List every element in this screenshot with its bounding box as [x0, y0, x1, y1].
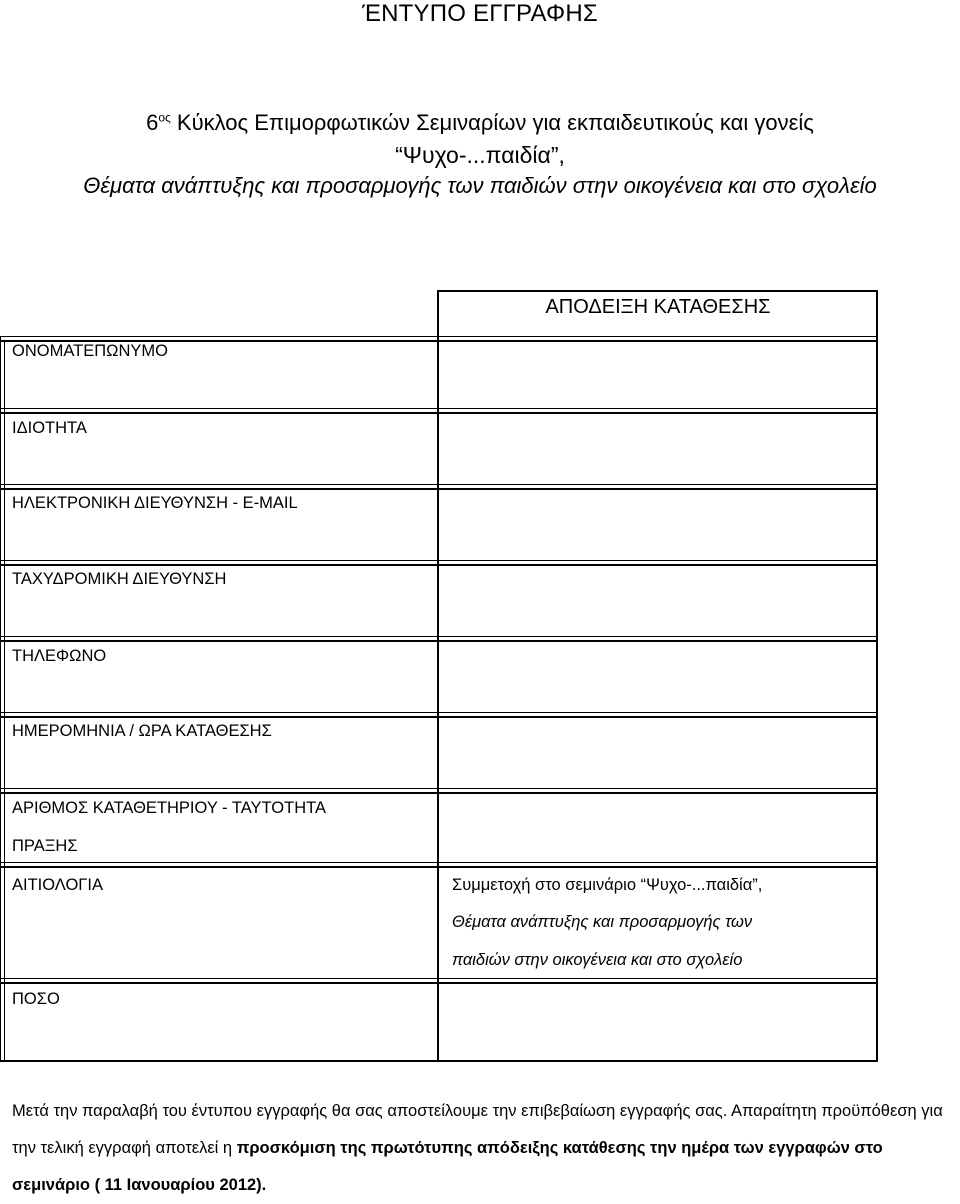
- row-sep-8: [0, 978, 878, 979]
- field-label-receipt-id-2: ΠΡΑΞΗΣ: [12, 837, 78, 855]
- field-label-name: ΟΝΟΜΑΤΕΠΩΝΥΜΟ: [12, 342, 168, 360]
- form-title: ΈΝΤΥΠΟ ΕΓΓΡΑΦΗΣ: [362, 0, 598, 27]
- row-sep-7-b: [0, 866, 878, 868]
- row-sep-1-left-b: [0, 412, 437, 414]
- row-sep-4-b: [0, 640, 878, 642]
- reason-value-line1: Συμμετοχή στο σεμινάριο “Ψυχο-...παιδία”,: [452, 876, 763, 894]
- row-sep-5-b: [0, 716, 878, 718]
- table-left-border: [0, 336, 1, 1062]
- field-label-postal: ΤΑΧΥΔΡΟΜΙΚΗ ΔΙΕΥΘΥΝΣΗ: [12, 570, 227, 588]
- row-sep-6: [0, 788, 878, 789]
- cycle-suffix: ος: [158, 110, 171, 125]
- reason-value-line3: παιδιών στην οικογένεια και στο σχολείο: [452, 951, 743, 969]
- field-label-email: ΗΛΕΚΤΡΟΝΙΚΗ ΔΙΕΥΘΥΝΣΗ - E-MAIL: [12, 494, 298, 512]
- cycle-number: 6: [146, 110, 159, 135]
- amount-value-cell[interactable]: [440, 985, 875, 1059]
- datetime-value-cell[interactable]: [440, 719, 875, 787]
- cycle-line: [0, 110, 960, 136]
- row-sep-1-left: [0, 408, 437, 409]
- phone-value-cell[interactable]: [440, 643, 875, 711]
- field-label-datetime: ΗΜΕΡΟΜΗΝΙΑ / ΩΡΑ ΚΑΤΑΘΕΣΗΣ: [12, 722, 272, 740]
- receipt-id-value-cell[interactable]: [440, 795, 875, 861]
- row-sep-4: [0, 636, 878, 637]
- table-top-border: [437, 290, 878, 292]
- table-bottom-border: [0, 1060, 878, 1062]
- row-sep-2: [0, 484, 878, 485]
- email-value-cell[interactable]: [440, 491, 875, 559]
- footer-bold-text: προσκόμιση της πρωτότυπης απόδειξης κατάθεσης την ημέρα των εγγραφών στο σεμινάριο ( 11 Ιανουαρίου 2012).: [12, 1139, 883, 1194]
- row-sep-1-right: [437, 408, 878, 409]
- reason-value-line2: Θέματα ανάπτυξης και προσαρμογής των: [452, 913, 753, 931]
- deposit-proof-header: ΑΠΟΔΕΙΞΗ ΚΑΤΑΘΕΣΗΣ: [545, 296, 771, 318]
- field-label-reason: ΑΙΤΙΟΛΟΓΙΑ: [12, 876, 103, 894]
- row-sep-1-right-b: [437, 412, 878, 414]
- row-sep-2-b: [0, 488, 878, 490]
- row-sep-3: [0, 560, 878, 561]
- row-sep-8-b: [0, 982, 878, 984]
- seminar-subtitle: Θέματα ανάπτυξης και προσαρμογής των παιδιών στην οικογένεια και στο σχολείο: [83, 173, 877, 198]
- column-divider: [437, 336, 439, 1062]
- field-label-capacity: ΙΔΙΟΤΗΤΑ: [12, 419, 87, 437]
- grid-top-line: [0, 336, 878, 337]
- footer-text: Μετά την παραλαβή του έντυπου εγγραφής θα σας αποστείλουμε την επιβεβαίωση εγγραφής σας. Απαραίτητη προϋπόθεση για την τελική εγγραφή αποτελεί η: [12, 1102, 943, 1157]
- name-value-cell[interactable]: [440, 343, 875, 407]
- field-label-amount: ΠΟΣΟ: [12, 990, 60, 1008]
- capacity-value-cell[interactable]: [440, 415, 875, 483]
- postal-value-cell[interactable]: [440, 567, 875, 635]
- footer-note: [12, 1093, 960, 1204]
- table-right-border: [876, 290, 878, 1062]
- row-sep-3-b: [0, 564, 878, 566]
- table-left-inner-border: [4, 340, 5, 1062]
- seminar-name: “Ψυχο-...παιδία”,: [395, 142, 565, 168]
- field-label-receipt-id: ΑΡΙΘΜΟΣ ΚΑΤΑΘΕΤΗΡΙΟΥ - ΤΑΥΤΟΤΗΤΑ: [12, 799, 326, 817]
- row-sep-5: [0, 712, 878, 713]
- row-sep-7: [0, 862, 878, 863]
- field-label-phone: ΤΗΛΕΦΩΝΟ: [12, 647, 107, 665]
- row-sep-6-b: [0, 792, 878, 794]
- cycle-text: Κύκλος Επιμορφωτικών Σεμιναρίων για εκπαιδευτικούς και γονείς: [170, 110, 814, 135]
